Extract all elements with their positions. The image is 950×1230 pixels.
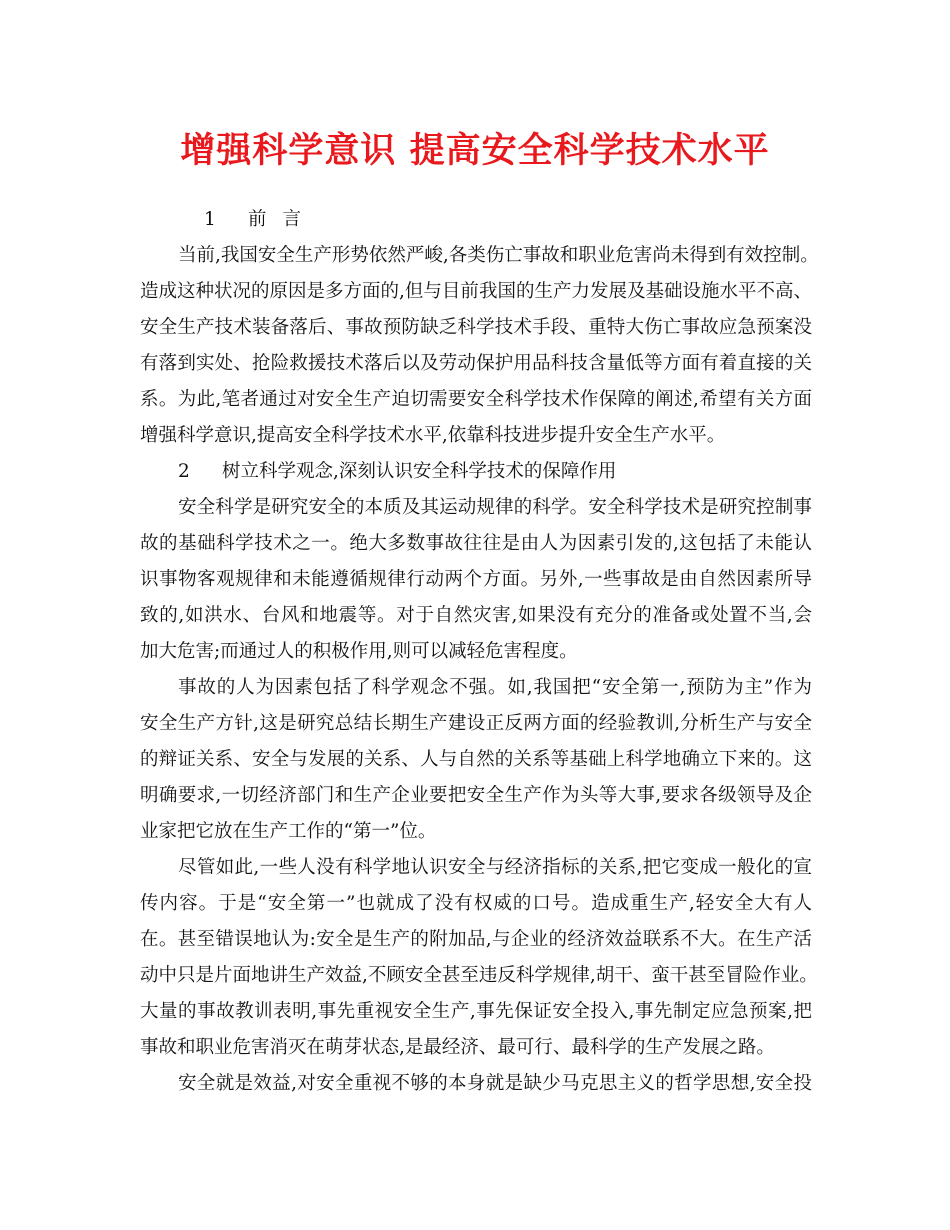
text-line: 造成这种状况的原因是多方面的,但与目前我国的生产力发展及基础设施水平不高、 <box>140 281 812 302</box>
section-heading <box>140 202 812 238</box>
paragraph <box>140 850 818 1066</box>
text-line: 安全生产技术装备落后、事故预防缺乏科学技术手段、重特大伤亡事故应急预案没 <box>140 317 812 338</box>
text-line: 业家把它放在生产工作的“第一”位。 <box>140 821 437 842</box>
text-line: 事故的人为因素包括了科学观念不强。如,我国把“安全第一,预防为主”作为 <box>178 677 812 698</box>
paragraph <box>140 1066 812 1102</box>
text-line: 安全就是效益,对安全重视不够的本身就是缺少马克思主义的哲学思想,安全投 <box>178 1073 812 1094</box>
text-line: 动中只是片面地讲生产效益,不顾安全甚至违反科学规律,胡干、蛮干甚至冒险作业。 <box>140 965 818 986</box>
paragraph <box>140 238 819 454</box>
section-title: 前言 <box>248 209 318 230</box>
text-line: 有落到实处、抢险救援技术落后以及劳动保护用品科技含量低等方面有着直接的关 <box>140 353 812 374</box>
text-line: 的辩证关系、安全与发展的关系、人与自然的关系等基础上科学地确立下来的。这 <box>140 749 812 770</box>
paragraph <box>140 490 812 670</box>
text-line: 尽管如此,一些人没有科学地认识安全与经济指标的关系,把它变成一般化的宣 <box>178 857 812 878</box>
text-line: 明确要求,一切经济部门和生产企业要把安全生产作为头等大事,要求各级领导及企 <box>140 785 812 806</box>
paragraph <box>140 670 812 850</box>
section-number: 1 <box>204 209 216 230</box>
text-line: 故的基础科学技术之一。绝大多数事故往往是由人为因素引发的,这包括了未能认 <box>140 533 812 554</box>
text-line: 大量的事故教训表明,事先重视安全生产,事先保证安全投入,事先制定应急预案,把 <box>140 1001 812 1022</box>
text-line: 在。甚至错误地认为:安全是生产的附加品,与企业的经济效益联系不大。在生产活 <box>140 929 812 950</box>
text-line: 识事物客观规律和未能遵循规律行动两个方面。另外,一些事故是由自然因素所导 <box>140 569 812 590</box>
text-line: 增强科学意识,提高安全科学技术水平,依靠科技进步提升安全生产水平。 <box>140 425 726 446</box>
text-line: 致的,如洪水、台风和地震等。对于自然灾害,如果没有充分的准备或处置不当,会 <box>140 605 812 626</box>
section-title: 树立科学观念,深刻认识安全科学技术的保障作用 <box>222 461 617 482</box>
text-line: 安全生产方针,这是研究总结长期生产建设正反两方面的经验教训,分析生产与安全 <box>140 713 812 734</box>
section-heading <box>140 454 812 490</box>
document-body <box>140 202 819 1102</box>
text-line: 加大危害;而通过人的积极作用,则可以减轻危害程度。 <box>140 641 578 662</box>
text-line: 传内容。于是“安全第一”也就成了没有权威的口号。造成重生产,轻安全大有人 <box>140 893 812 914</box>
text-line: 安全科学是研究安全的本质及其运动规律的科学。安全科学技术是研究控制事 <box>178 497 812 518</box>
text-line: 当前,我国安全生产形势依然严峻,各类伤亡事故和职业危害尚未得到有效控制。 <box>178 245 819 266</box>
text-line: 系。为此,笔者通过对安全生产迫切需要安全科学技术作保障的阐述,希望有关方面 <box>140 389 812 410</box>
text-line: 事故和职业危害消灭在萌芽状态,是最经济、最可行、最科学的生产发展之路。 <box>140 1037 775 1058</box>
section-number: 2 <box>178 461 190 482</box>
document-title: 增强科学意识 提高安全科学技术水平 <box>180 131 770 171</box>
